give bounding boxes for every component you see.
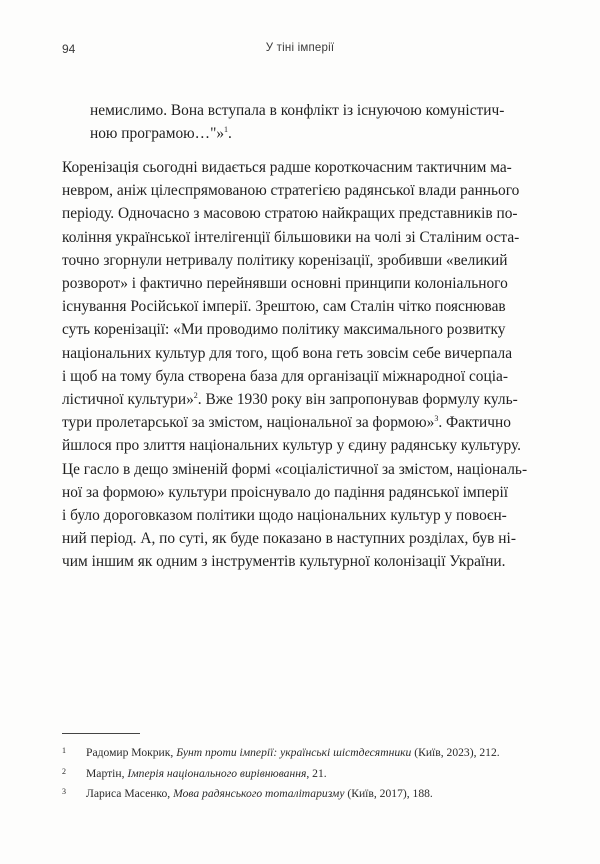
footnote-ref[interactable]: 1	[224, 125, 229, 135]
footnote-text: Мартін, Імперія національного вирівнювання, 21.	[86, 766, 327, 780]
text-line: періоду. Одночасно з масовою стратою найкращих представників по-	[62, 205, 518, 223]
footnote-text: Лариса Масенко, Мова радянського тоталітаризму (Київ, 2017), 188.	[86, 787, 433, 800]
running-title: У тіні імперії	[265, 42, 335, 54]
quote-line: ною програмою…"»$^1$.	[90, 125, 232, 143]
footnotes	[62, 743, 538, 805]
page-header	[62, 42, 538, 62]
text-line: ної за формою» культури проіснувало до падіння радянської імперії	[62, 483, 509, 501]
footnote-number: 2	[62, 766, 66, 776]
footnote-ref[interactable]: 2	[193, 390, 198, 400]
text-line: Це гасло в дещо зміненій формі «соціалістичної за змістом, національ-	[62, 460, 528, 478]
footnote-text: Радомир Мокрик, Бунт проти імперії: українські шістдесятники (Київ, 2023), 212.	[86, 746, 500, 759]
footnote-number: 1	[62, 746, 66, 755]
text-line: і щоб на тому була створена база для організації міжнародної соціа-	[62, 367, 508, 385]
text-line: тури пролетарської за змістом, національної за формою»$^3$. Фактично	[62, 414, 511, 432]
text-line: йшлося про злиття національних культур у єдину радянську культуру.	[62, 437, 522, 455]
text-line: Коренізація сьогодні видається радше короткочасним тактичним ма-	[62, 159, 512, 176]
text-line: точно згорнули нетривалу політику коренізації, зробивши «великий	[62, 251, 508, 269]
text-line: національних культур для того, щоб вона геть зовсім себе вичерпала	[62, 344, 513, 362]
footnote-ref[interactable]: 3	[434, 414, 439, 424]
text-line: існування Російської імперії. Зрештою, сам Сталін чітко пояснював	[62, 298, 506, 316]
text-line: ний період. А, по суті, як буде показано в наступних розділах, був ні-	[62, 530, 516, 548]
main-paragraph	[62, 156, 538, 574]
footnote	[62, 784, 538, 805]
footnote-divider	[62, 733, 140, 734]
footnote-number: 3	[62, 787, 66, 796]
page-number: 94	[62, 42, 76, 56]
text-line: невром, аніж цілеспрямованою стратегією радянської влади раннього	[62, 182, 520, 200]
block-quote	[90, 99, 520, 145]
text-line: чим іншим як одним з інструментів культурної колонізації України.	[62, 553, 506, 571]
text-line: лістичної культури»$^2$. Вже 1930 року він запропонував формулу куль-	[62, 390, 518, 409]
text-line: коління української інтелігенції більшовики на чолі зі Сталіним оста-	[62, 228, 520, 246]
footnote	[62, 764, 538, 785]
text-line: і було дороговказом політики щодо національних культур у повоєн-	[62, 507, 507, 525]
text-line: суть коренізації: «Ми проводимо політику максимального розвитку	[62, 321, 506, 339]
text-line: розворот» і фактично перейнявши основні принципи колоніального	[62, 275, 508, 293]
quote-line: немислимо. Вона вступала в конфлікт із існуючою комуністич-	[90, 102, 505, 119]
footnote	[62, 743, 538, 764]
